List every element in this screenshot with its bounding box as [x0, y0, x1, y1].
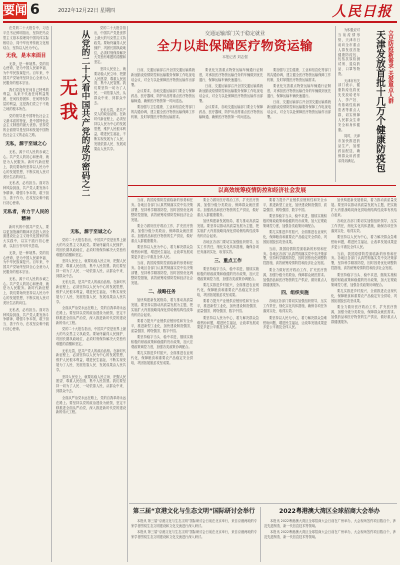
middle-lower-column [56, 226, 126, 562]
section-banner: 以高效统筹疫情防控和经济社会发展 [128, 185, 396, 197]
section-tab: 要闻 [3, 3, 28, 17]
masthead-rule [3, 21, 397, 23]
lower-column-1 [131, 198, 193, 500]
article-paragraph: 本报讯 第三届“京港文化与生态文明”国际研讨会日前在北京举行，来自京港两地的专家学者围绕生态文明建设和文化交流进行深入研讨。 [131, 530, 257, 540]
article-paragraph: 要扎实推进乡村振兴，全面推进农业现代化，保障粮食和重要农产品稳定安全供给，巩固拓展脱贫攻坚成果。 [197, 283, 259, 297]
article-paragraph: 要坚持稳字当头、稳中求进，继续实施积极的财政政策和稳健的货币政策，加大宏观政策调控力度，加强各类政策协调配合。 [197, 266, 259, 281]
article-paragraph: 要扎实推进乡村振兴，全面推进农业现代化，保障粮食和重要农产品稳定安全供给，巩固拓展脱贫攻坚成果。 [331, 288, 397, 303]
article-paragraph: 要坚持以人民为中心，着力解决群众急难愁盼问题，增进民生福祉，让改革发展成果更多更公平惠及全体人民。 [131, 245, 193, 259]
article-paragraph: 当前，我国疫情防控面临新的形势和任务。各地区各部门认真贯彻落实党中央决策部署，坚持科学精准防控，因时因势优化调整防控措施，高效统筹疫情防控和经济社会发展。 [131, 261, 193, 285]
section-subhead: 无私者，有力于人民的精神 [3, 209, 49, 222]
feature-vertical-title: 从党的二十大看中国共产党的成功密码之二 [80, 30, 90, 198]
article-paragraph: 加快构建新发展格局，着力推动高质量发展。要坚持以推动高质量发展为主题，把实施扩大内需战略同深化供给侧结构性改革有机结合起来。 [197, 219, 259, 238]
article-paragraph: 要加强与卫生健康、工业和信息化等部门的沟通协调，建立健全医疗物资运输保障工作机制，及时掌握医疗物资运输需求。 [267, 68, 331, 82]
article-paragraph: 要全力做好医疗救治工作，扩充医疗资源，加强分级分类救治，保障群众就医需求。加强药品和医疗物资的生产供应，做好重点人群健康服务。 [197, 198, 259, 217]
article-paragraph: 无私无畏，是共产党人的政治品格。在新时代新征程上，必须坚持以人民为中心的发展思想，维护人民根本利益，增进民生福祉，不断实现发展为了人民、发展依靠人民、发展成果由人民共享。 [94, 107, 126, 151]
lower-column-4 [331, 198, 397, 500]
bottom-story-column-1 [131, 519, 257, 562]
article-paragraph: 本报讯 第三届“京港文化与生态文明”国际研讨会日前在北京举行，来自京港两地的专家学者围绕生态文明建设和文化交流进行深入研讨。 [131, 519, 257, 528]
article-paragraph: 加快构建新发展格局，着力推动高质量发展。要坚持以推动高质量发展为主题，把实施扩大内需战略同深化供给侧结构性改革有机结合起来。 [131, 297, 193, 317]
article-paragraph: 当前，我国疫情防控面临新的形势和任务。各地区各部门认真贯彻落实党中央决策部署，坚持科学精准防控，因时因势优化调整防控措施，高效统筹疫情防控和经济社会发展。 [263, 246, 327, 266]
article-paragraph: 本报讯 2022粤港澳大湾区全球招商大会日前在广州举办，大会现场签约项目数百个，涉及先进制造、新一代信息技术等领域。 [264, 519, 396, 528]
article-paragraph: 要坚持以人民为中心，着力解决群众急难愁盼问题，增进民生福祉，让改革发展成果更多更公平惠及全体人民。 [263, 315, 327, 330]
article-paragraph: 党的领导是中国特色社会主义最本质的特征，是中国特色社会主义制度的最大优势。坚持党的全面领导是坚持和发展中国特色社会主义的必由之路。 [3, 113, 49, 138]
right-vertical-headline: 天津发放首批十几万个健康防疫包 [374, 30, 385, 173]
article-paragraph: 坚持人民至上，就要站稳人民立场、把握人民愿望、尊重人民创造、集中人民智慧。我们要坚持一切为了人民、一切依靠人民，从群众中来、到群众中去。 [56, 259, 126, 278]
lower-column-3 [263, 198, 327, 500]
article-paragraph: 日前，交通运输部召开全国交通运输系统新冠肺炎疫情防控和运输服务保障工作电视电话会议，对全力以赴保障医疗物资运输作出部署。 [131, 68, 195, 87]
top-story-column-3 [267, 68, 331, 182]
article-paragraph: 要扎实推进乡村振兴，全面推进农业现代化，保障粮食和重要农产品稳定安全供给，巩固拓展脱贫攻坚成果。 [131, 351, 193, 366]
article-paragraph: 无私者，必有担当。面对各种风险挑战，共产党人要发扬斗争精神，增强斗争本领，敢于担当、善于作为，在攻坚克难中践行初心使命。 [3, 181, 49, 205]
article-paragraph: 要着力提升产业链供应链韧性和安全水平，推进新型工业化，加快建设制造强国、质量强国、网络强国、数字中国。 [197, 299, 259, 314]
section-subhead: 四、组织实施 [281, 291, 309, 297]
article-paragraph: 天津市有关部门表示，健康防疫包将优先发放给老年人、孕产妇、有基础性疾病患者等重点人群，切实保障人民群众生命安全和身体健康。 [338, 78, 360, 132]
article-paragraph: 无私，源于对人民的赤诚之心。共产党人的初心和使命，就是为人民服务。新时代新征程上，我们要始终坚持以人民为中心的发展思想，不断实现人民对美好生活的向往。 [3, 150, 49, 179]
article-paragraph: 党的二十大报告指出，中国共产党是世界上最大的马克思主义执政党。要始终赢得人民拥护、巩固长期执政地位，必须时刻保持解决大党独有难题的清醒和坚定。 [56, 327, 126, 347]
section-subhead: 二、战略任务 [148, 289, 176, 295]
article-paragraph: 当前，我国疫情防控面临新的形势和任务。各地区各部门认真贯彻落实党中央决策部署，坚持科学精准防控，因时因势优化调整防控措施，高效统筹疫情防控和经济社会发展。 [131, 198, 193, 222]
article-paragraph: 要扎实推进乡村振兴，全面推进农业现代化，保障粮食和重要农产品稳定安全供给，巩固拓展脱贫攻坚成果。 [263, 230, 327, 245]
top-story-column-1 [131, 68, 195, 182]
article-paragraph: 我们党没有任何自己特殊的利益，从来不代表任何利益集团、任何权势团体、任何特权阶层的利益，这是我们党立于不败之地的根本所在。 [3, 87, 49, 112]
top-story-header [130, 30, 340, 65]
article-paragraph: 日前，交通运输部召开全国交通运输系统新冠肺炎疫情防控和运输服务保障工作电视电话会议，对全力以赴保障医疗物资运输作出部署。 [199, 84, 263, 103]
section-subhead: 无私，源于至诚之心 [5, 142, 47, 148]
article-paragraph: 要全力做好医疗救治工作，扩充医疗资源，加强分级分类救治，保障群众就医需求。加强药品和医疗物资的生产供应，做好重点人群健康服务。 [263, 267, 327, 287]
issue-date: 2022年12月22日 星期四 [58, 8, 116, 14]
article-paragraph: 各地区各部门要切实加强组织领导，压实工作责任，细化实化具体措施，确保各项任务落到实处、取得实效。 [197, 240, 259, 255]
left-column [3, 26, 49, 562]
section-subhead: 三、重点工作 [214, 258, 242, 264]
top-story-kicker: 交通运输部门关于稳定就业 [204, 31, 265, 37]
article-paragraph: 各地区各部门要切实加强组织领导，压实工作责任，细化实化具体措施，确保各项任务落到实处、取得实效。 [263, 299, 327, 314]
top-story-headline: 全力以赴保障医疗物资运输 [156, 38, 313, 53]
article-paragraph: 全面从严治党永远在路上，党的自我革命永远在路上。要坚持以党的政治建设为统领，坚定不移推进全面从严治党，深入推进新时代党的建设新的伟大工程。 [56, 395, 126, 415]
article-paragraph: 要坚持稳字当头、稳中求进，继续实施积极的财政政策和稳健的货币政策，加大宏观政策调控力度，加强各类政策协调配合。 [331, 272, 397, 287]
masthead [0, 0, 400, 20]
middle-column [94, 26, 126, 196]
article-paragraph: 无私，源于对人民的赤诚之心。共产党人的初心和使命，就是为人民服务。新时代新征程上，我们要始终坚持以人民为中心的发展思想，不断实现人民对美好生活的向往。 [3, 276, 49, 306]
article-paragraph: 日前，交通运输部召开全国交通运输系统新冠肺炎疫情防控和运输服务保障工作电视电话会议，对全力以赴保障医疗物资运输作出部署。 [267, 100, 331, 120]
article-paragraph: 要优化完善重点物资运输车辆通行证制度，对承担医疗物资运输任务的车辆做到优先通行，保障运输车辆快速通行。 [267, 84, 331, 99]
article-paragraph: 要着力提升产业链供应链韧性和安全水平，推进新型工业化，加快建设制造强国、质量强国、网络强国、数字中国。 [131, 319, 193, 333]
article-paragraph: 坚持人民至上，就要站稳人民立场、把握人民愿望、尊重人民创造、集中人民智慧。我们要坚持一切为了人民、一切依靠人民，从群众中来、到群众中去。 [56, 374, 126, 394]
article-paragraph: 党的二十大报告指出，中国共产党是世界上最大的马克思主义执政党。要始终赢得人民拥护、巩固长期执政地位，必须时刻保持解决大党独有难题的清醒和坚定。 [56, 238, 126, 257]
article-paragraph: 为积极应对当前疫情形势，天津市日前向全市重点人群发放首批健康防疫包，包括抗原检测试剂、退烧药品、口罩等物资。 [338, 28, 360, 77]
article-paragraph: 各地区各部门要切实加强组织领导，压实工作责任，细化实化具体措施，确保各项任务落到实处、取得实效。 [331, 219, 397, 233]
article-paragraph: 要坚持以人民为中心，着力解决群众急难愁盼问题，增进民生福祉，让改革发展成果更多更公平惠及全体人民。 [197, 315, 259, 330]
top-story-column-2 [199, 68, 263, 182]
article-paragraph: 同时，天津市加快推进药品生产，加强药品配送，确保群众用药需求得到满足。 [338, 134, 360, 163]
article-paragraph: 新时代的中国共产党人，要以更加饱满的精神状态投入到全面建设社会主义现代化国家的伟大实践中，以实干践行初心使命，以担当书写时代答卷。 [3, 224, 49, 249]
article-paragraph: 全面从严治党永远在路上，党的自我革命永远在路上。要坚持以党的政治建设为统领，坚定不移推进全面从严治党，深入推进新时代党的建设新的伟大工程。 [56, 306, 126, 325]
article-paragraph: 无私无畏，是共产党人的政治品格。在新时代新征程上，必须坚持以人民为中心的发展思想，维护人民根本利益，增进民生福祉，不断实现发展为了人民、发展依靠人民、发展成果由人民共享。 [56, 280, 126, 304]
article-paragraph: 要全力做好医疗救治工作，扩充医疗资源，加强分级分类救治，保障群众就医需求。加强药品和医疗物资的生产供应，做好重点人群健康服务。 [331, 305, 397, 324]
column-divider [260, 507, 261, 562]
article-paragraph: 要坚持以人民为中心，着力解决群众急难愁盼问题，增进民生福祉，让改革发展成果更多更公平惠及全体人民。 [331, 235, 397, 250]
article-paragraph: 在党的二十大报告中，习近平总书记鲜明指出，坚持把马克思主义基本原理同中国具体实际相结合、同中华优秀传统文化相结合，坚持以人民为中心。 [3, 26, 49, 50]
bottom-story-column-2 [264, 519, 396, 562]
article-paragraph: 当前，我国疫情防控面临新的形势和任务。各地区各部门认真贯彻落实党中央决策部署，坚持科学精准防控，因时因势优化调整防控措施，高效统筹疫情防控和经济社会发展。 [331, 251, 397, 271]
article-paragraph: 要加强与卫生健康、工业和信息化等部门的沟通协调，建立健全医疗物资运输保障工作机制，及时掌握医疗物资运输需求。 [131, 105, 195, 120]
column-divider [51, 26, 52, 562]
article-paragraph: 要全力做好医疗救治工作，扩充医疗资源，加强分级分类救治，保障群众就医需求。加强药品和医疗物资的生产供应，做好重点人群健康服务。 [131, 224, 193, 243]
page-number: 6 [30, 2, 40, 18]
bottom-divider [129, 503, 397, 504]
bottom-story-headline-2: 2022粤港澳大湾区全球招商大会举办 [279, 508, 380, 515]
column-divider [335, 26, 336, 182]
article-paragraph: 无私无畏，是共产党人的政治品格。在新时代新征程上，必须坚持以人民为中心的发展思想，维护人民根本利益，增进民生福祉，不断实现发展为了人民、发展依靠人民、发展成果由人民共享。 [56, 348, 126, 373]
top-story-byline: 本报记者 刘志强 [222, 55, 248, 59]
article-paragraph: 本报讯 2022粤港澳大湾区全球招商大会日前在广州举办，大会现场签约项目数百个，涉及先进制造、新一代信息技术等领域。 [264, 530, 396, 540]
article-paragraph: 无我，是一种境界。党的初心使命，是为中国人民谋幸福、为中华民族谋复兴。百年来，中国共产党始终坚持全心全意为人民服务的根本宗旨。 [3, 250, 49, 275]
right-vertical-subhead: 立足防疫新需求 关爱重点人群 [387, 30, 393, 104]
article-paragraph: 无私者，必有担当。面对各种风险挑战，共产党人要发扬斗争精神，增强斗争本领，敢于担当、善于作为，在攻坚克难中践行初心使命。 [3, 307, 49, 332]
feature-vertical-big-title: 无我 [57, 78, 78, 126]
article-paragraph: 无我，是一种境界。党的初心使命，是为中国人民谋幸福、为中华民族谋复兴。百年来，中国共产党始终坚持全心全意为人民服务的根本宗旨。 [3, 61, 49, 86]
article-paragraph: 加快构建新发展格局，着力推动高质量发展。要坚持以推动高质量发展为主题，把实施扩大内需战略同深化供给侧结构性改革有机结合起来。 [331, 198, 397, 217]
section-subhead: 无私，源于至诚之心 [70, 230, 112, 235]
article-paragraph: 要着力提升产业链供应链韧性和安全水平，推进新型工业化，加快建设制造强国、质量强国、网络强国、数字中国。 [263, 198, 327, 212]
article-paragraph: 党的二十大报告指出，中国共产党是世界上最大的马克思主义执政党。要始终赢得人民拥护、巩固长期执政地位，必须时刻保持解决大党独有难题的清醒和坚定。 [94, 26, 126, 65]
article-paragraph: 会议要求，各地交通运输部门要全力保障药品、医疗器械、防护用品等重点医疗物资运输畅通，确保医疗物资第一时间送达。 [131, 89, 195, 103]
article-paragraph: 会议要求，各地交通运输部门要全力保障药品、医疗器械、防护用品等重点医疗物资运输畅通，确保医疗物资第一时间送达。 [199, 105, 263, 120]
article-paragraph: 要坚持稳字当头、稳中求进，继续实施积极的财政政策和稳健的货币政策，加大宏观政策调控力度，加强各类政策协调配合。 [131, 335, 193, 350]
article-paragraph: 要坚持稳字当头、稳中求进，继续实施积极的财政政策和稳健的货币政策，加大宏观政策调控力度，加强各类政策协调配合。 [263, 214, 327, 229]
newspaper-logo: 人民日报 [332, 4, 392, 20]
article-paragraph: 坚持人民至上，就要站稳人民立场、把握人民愿望、尊重人民创造、集中人民智慧。我们要坚持一切为了人民、一切依靠人民，从群众中来、到群众中去。 [94, 66, 126, 106]
lower-column-2 [197, 198, 259, 500]
bottom-story-headline-1: 第三届“京港文化与生态文明”国际研讨会举行 [133, 508, 255, 515]
section-subhead: 无我，是本来面目 [5, 52, 46, 59]
article-paragraph: 要优化完善重点物资运输车辆通行证制度，对承担医疗物资运输任务的车辆做到优先通行，保障运输车辆快速通行。 [199, 68, 263, 82]
right-column-text [338, 28, 360, 178]
column-divider [127, 26, 128, 562]
